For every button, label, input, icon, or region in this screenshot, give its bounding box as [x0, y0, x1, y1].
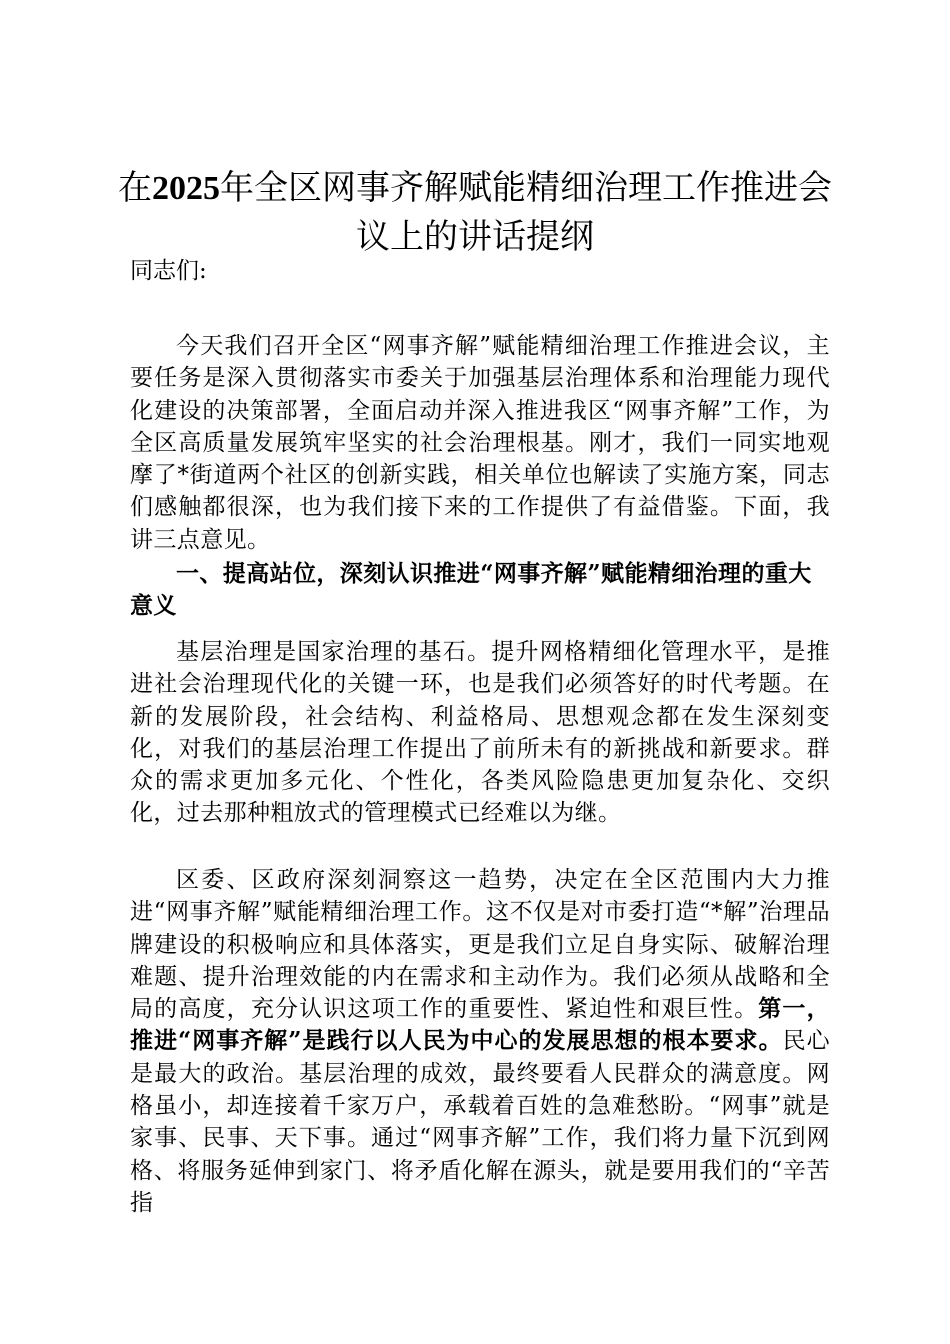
document-title: [110, 164, 840, 261]
title-rest: 年全区网事齐解赋能精细治理工作推进会议上的讲话提纲: [220, 168, 832, 257]
section-heading-1: 一、提高站位，深刻认识推进“网事齐解”赋能精细治理的重大意义: [130, 560, 812, 619]
title-prefix: 在: [118, 168, 152, 208]
title-year: 2025: [152, 170, 220, 207]
paragraph-intro: 今天我们召开全区“网事齐解”赋能精细治理工作推进会议，主要任务是深入贯彻落实市委关于加强基层治理体系和治理能力现代化建设的决策部署，全面启动并深入推进我区“网事齐解”工作，为全区高质量发展筑牢坚实的社会治理根基。刚才，我们一同实地观摩了*街道两个社区的创新实践，相关单位也解读了实施方案，同志们感触都很深，也为我们接下来的工作提供了有益借鉴。下面，我讲三点意见。: [130, 333, 830, 553]
paragraph-decision: [130, 864, 830, 1219]
paragraph-decision-continued: 民心是最大的政治。基层治理的成效，最终要看人民群众的满意度。网格虽小，却连接着千家万户，承载着百姓的急难愁盼。“网事”就是家事、民事、天下事。通过“网事齐解”工作，我们将力量下沉到网格、将服务延伸到家门、将矛盾化解在源头，就是要用我们的“辛苦指: [130, 1028, 830, 1216]
paragraph-decision-bold-point: 第一，推进“网事齐解”是践行以人民为中心的发展思想的根本要求。: [130, 995, 830, 1055]
salutation: 同志们:: [130, 258, 207, 284]
paragraph-decision-text: 区委、区政府深刻洞察这一趋势，决定在全区范围内大力推进“网事齐解”赋能精细治理工作。这不仅是对市委打造“*解”治理品牌建设的积极响应和具体落实，更是我们立足自身实际、破解治理难题、提升治理效能的内在需求和主动作为。我们必须从战略和全局的高度，充分认识这项工作的重要性、紧迫性和艰巨性。: [130, 867, 830, 1023]
paragraph-significance: 基层治理是国家治理的基石。提升网格精细化管理水平，是推进社会治理现代化的关键一环，也是我们必须答好的时代考题。在新的发展阶段，社会结构、利益格局、思想观念都在发生深刻变化，对我们的基层治理工作提出了前所未有的新挑战和新要求。群众的需求更加多元化、个性化，各类风险隐患更加复杂化、交织化，过去那种粗放式的管理模式已经难以为继。: [130, 639, 830, 827]
